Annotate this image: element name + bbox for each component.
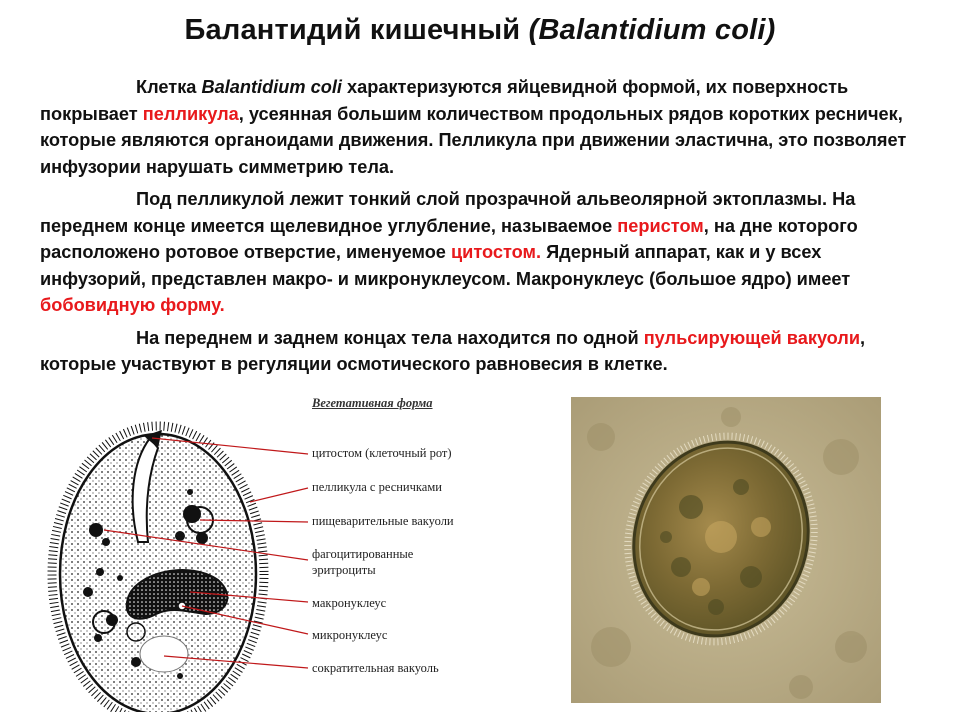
diagram-title: Вегетативная форма (312, 396, 433, 410)
term-cytostome: цитостом. (450, 242, 542, 262)
term-pellicle: пелликула (142, 103, 239, 124)
page-title (0, 14, 960, 47)
paragraph-3: На переднем и заднем концах тела находится по одной пульсирующей вакуоли, которые участвуют в регуляции осмотического равновесия в клетке. (40, 327, 866, 374)
paragraph-1: Клетка Balantidium coli характеризуются яйцевидной формой, их поверхность покрывает пелликула, усеянная большим количеством продольных рядов коротких ресничек, которые являются органоидами движения. Пелликула при движении эластична, это позволяет инфузории нарушать симметрию тела. (40, 77, 907, 177)
label-contractile-vacuole: сократительная вакуоль (312, 661, 439, 675)
contractile-vacuole (140, 636, 188, 672)
label-macronucleus: макронуклеус (312, 596, 387, 610)
label-micronucleus: микронуклеус (312, 628, 388, 642)
paragraph-2: Под пелликулой лежит тонкий слой прозрачной альвеолярной эктоплазмы. На переднем конце имеется щелевидное углубление, называемое перистом, на дне которого расположено ротовое отверстие, именуемое цитостом. Ядерный аппарат, как и у всех инфузорий, представлен макро- и микронуклеусом. Макронуклеус (большое ядро) имеет бобовидную форму. (40, 189, 858, 315)
micrograph (571, 397, 881, 703)
title-main: Балантидий кишечный (184, 14, 521, 46)
term-bean-shape: бобовидную форму. (40, 295, 225, 315)
title-latin: (Balantidium coli) (528, 14, 776, 46)
cell-diagram (40, 392, 510, 712)
label-cytostome: цитостом (клеточный рот) (312, 446, 452, 460)
label-erythrocytes: эритроциты (312, 563, 376, 577)
description-text (40, 74, 920, 384)
cell-drawing (40, 392, 510, 712)
label-pellicle: пелликула с ресничками (312, 480, 442, 494)
term-peristome: перистом (617, 215, 704, 236)
term-contractile-vacuole: пульсирующей вакуоли (643, 327, 861, 348)
label-food-vacuoles: пищеварительные вакуоли (312, 514, 454, 528)
label-phagocytosed: фагоцитированные (312, 547, 414, 561)
